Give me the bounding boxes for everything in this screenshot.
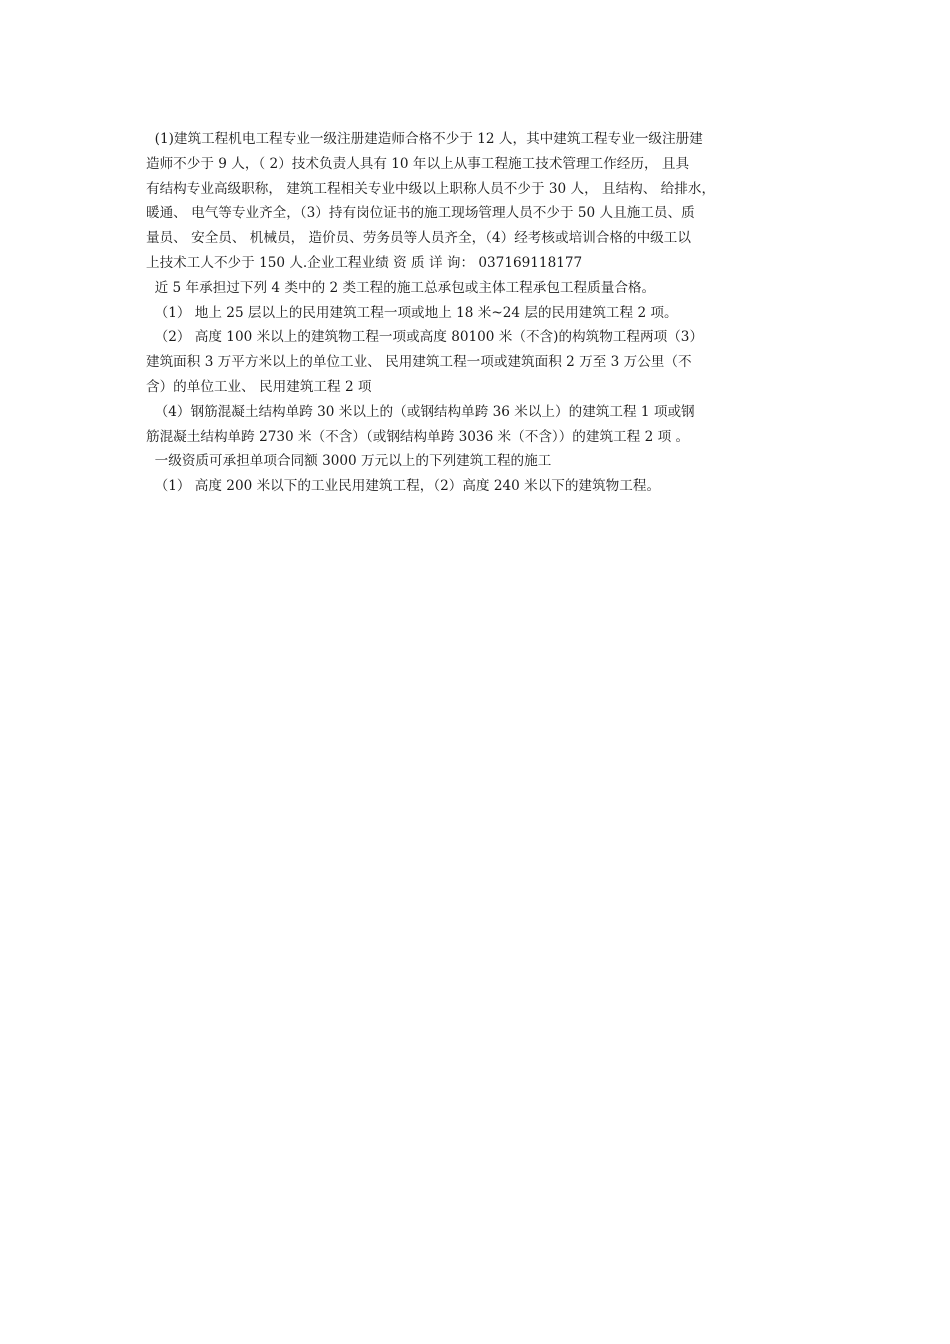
text-line: 筋混凝土结构单跨 2730 米（不含）（或钢结构单跨 3036 米（不含））的建筑工程 2 项 。 bbox=[146, 428, 690, 445]
text-line: (1)建筑工程机电工程专业一级注册建造师合格不少于 12 人，其中建筑工程专业一级注册建 bbox=[146, 131, 703, 147]
text-line: 上技术工人不少于 150 人.企业工程业绩 资 质 详 询： 037169118177 bbox=[146, 254, 583, 271]
text-line: （1） 高度 200 米以下的工业民用建筑工程，（2）高度 240 米以下的建筑物工程。 bbox=[146, 478, 661, 495]
text-line: （4）钢筋混凝土结构单跨 30 米以上的（或钢结构单跨 36 米以上）的建筑工程 1 项或钢 bbox=[146, 403, 695, 420]
text-line: 一级资质可承担单项合同额 3000 万元以上的下列建筑工程的施工 bbox=[146, 453, 552, 470]
text-line: 量员、 安全员、 机械员， 造价员、劳务员等人员齐全，（4）经考核或培训合格的中级工以 bbox=[146, 230, 691, 247]
text-line: 有结构专业高级职称， 建筑工程相关专业中级以上职称人员不少于 30 人， 且结构、 给排水， bbox=[146, 180, 716, 197]
text-line: 含）的单位工业、 民用建筑工程 2 项 bbox=[146, 378, 372, 395]
document-body bbox=[146, 127, 814, 499]
text-line: 暖通、 电气等专业齐全，（3）持有岗位证书的施工现场管理人员不少于 50 人且施工员、质 bbox=[146, 205, 695, 222]
text-line: 造师不少于 9 人，（ 2）技术负责人具有 10 年以上从事工程施工技术管理工作经历， 且具 bbox=[146, 155, 690, 172]
text-line: （1） 地上 25 层以上的民用建筑工程一项或地上 18 米~24 层的民用建筑工程 2 项。 bbox=[146, 304, 678, 321]
text-line: 近 5 年承担过下列 4 类中的 2 类工程的施工总承包或主体工程承包工程质量合格。 bbox=[146, 279, 656, 296]
text-line: 建筑面积 3 万平方米以上的单位工业、 民用建筑工程一项或建筑面积 2 万至 3 万公里（不 bbox=[146, 354, 692, 371]
text-line: （2） 高度 100 米以上的建筑物工程一项或高度 80100 米（不含)的构筑物工程两项（3） bbox=[146, 329, 704, 346]
